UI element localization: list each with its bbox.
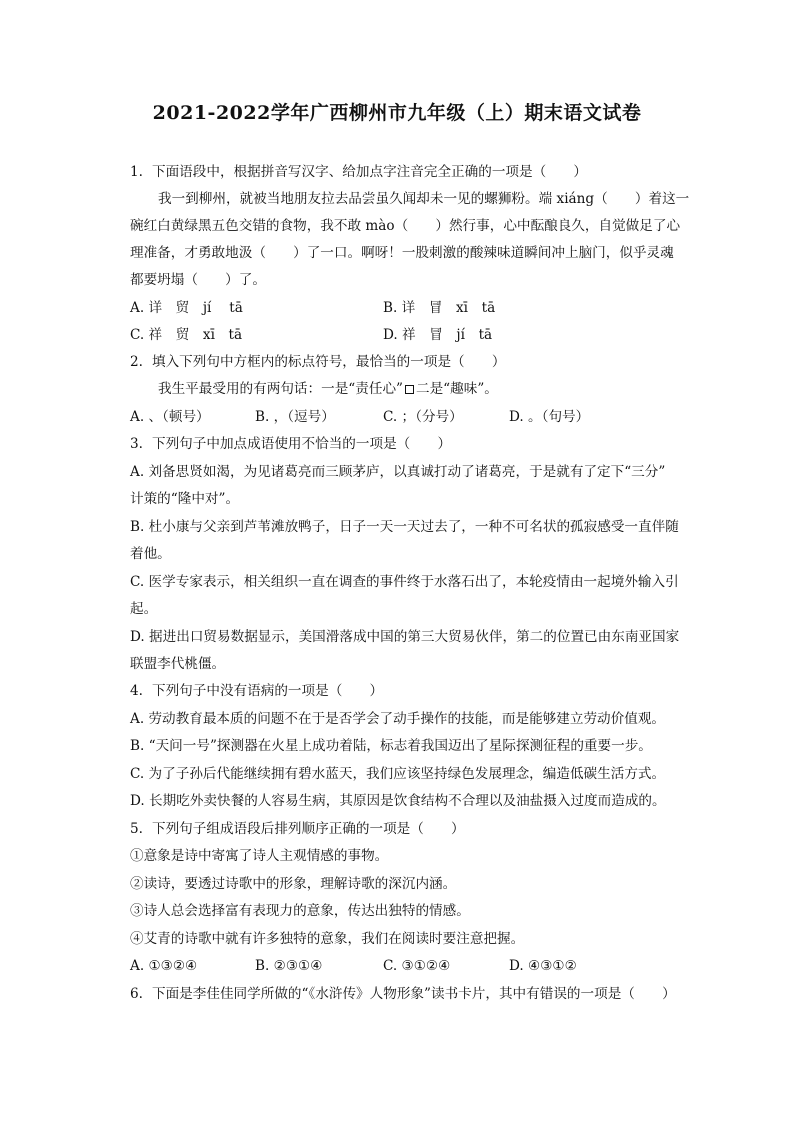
- question-text: 下列句子组成语段后排列顺序正确的一项是（ ）: [152, 821, 465, 837]
- sentence-3: ③诗人总会选择富有表现力的意象，传达出独特的情感。: [130, 903, 470, 919]
- option-c: C. ③①②④: [383, 958, 451, 974]
- option-d: D. 祥 冒 jí tā: [383, 327, 493, 343]
- option-b: B. 杜小康与父亲到芦苇滩放鸭子，日子一天一天过去了，一种不可名状的孤寂感受一直伴随: [130, 519, 679, 535]
- option-b-cont: 着他。: [130, 546, 171, 562]
- option-d: D. ④③①②: [509, 958, 577, 974]
- exam-title: 2021-2022学年广西柳州市九年级（上）期末语文试卷: [152, 102, 642, 124]
- question-number: 3.: [130, 436, 143, 452]
- option-a: A. 劳动教育最本质的问题不在于是否学会了动手操作的技能，而是能够建立劳动价值观。: [130, 711, 666, 727]
- passage-line: 我一到柳州，就被当地朋友拉去品尝虽久闻却未一见的螺狮粉。端 xiáng（ ）着这一: [158, 191, 690, 207]
- question-number: 6.: [130, 986, 143, 1002]
- passage-line: 碗红白黄绿黑五色交错的食物，我不敢 mào（ ）然行事，心中酝酿良久，自觉做足了心: [130, 218, 681, 234]
- option-d: D. 据进出口贸易数据显示，美国滑落成中国的第三大贸易伙伴，第二的位置已由东南亚国家: [130, 629, 680, 645]
- option-a: A. 刘备思贤如渴，为见诸葛亮而三顾茅庐，以真诚打动了诸葛亮，于是就有了定下“三分”: [130, 464, 666, 480]
- option-d: D. 。（句号）: [509, 409, 590, 425]
- sentence-4: ④艾青的诗歌中就有许多独特的意象，我们在阅读时要注意把握。: [130, 931, 525, 947]
- option-c: C. 祥 贸 xī tā: [130, 327, 243, 343]
- option-d-cont: 联盟李代桃僵。: [130, 656, 226, 672]
- question-number: 4.: [130, 683, 143, 699]
- sentence-1: ①意象是诗中寄寓了诗人主观情感的事物。: [130, 848, 389, 864]
- sentence-part: 二是“趣味”。: [416, 381, 498, 397]
- option-a: A. 、（顿号）: [130, 409, 210, 425]
- question-text: 下面语段中，根据拼音写汉字、给加点字注音完全正确的一项是（ ）: [152, 164, 587, 180]
- question-4-stem: [130, 681, 383, 701]
- option-d: D. 长期吃外卖快餐的人容易生病，其原因是饮食结构不合理以及油盐摄入过度而造成的。: [130, 793, 666, 809]
- option-b: B. 详 冒 xī tā: [383, 300, 496, 316]
- option-c: C. 医学专家表示，相关组织一直在调查的事件终于水落石出了，本轮疫情由一起境外输入引: [130, 574, 679, 590]
- question-number: 5.: [130, 821, 143, 837]
- question-5-stem: [130, 819, 465, 839]
- blank-box-icon: [405, 385, 414, 394]
- option-b: B. ，（逗号）: [255, 409, 335, 425]
- sentence-2: ②读诗，要透过诗歌中的形象，理解诗歌的深沉内涵。: [130, 876, 457, 892]
- passage-line: 都要坍塌（ ）了。: [130, 272, 266, 288]
- question-number: 1.: [130, 164, 143, 180]
- sentence-part: 我生平最受用的有两句话：一是“责任心”: [158, 381, 403, 397]
- option-a-cont: 计策的“隆中对”。: [130, 491, 240, 507]
- question-2-sentence: [158, 379, 498, 399]
- option-a: A. ①③②④: [130, 958, 198, 974]
- question-6-stem: [130, 984, 676, 1004]
- option-c: C. ；（分号）: [383, 409, 463, 425]
- option-b: B. ②③①④: [255, 958, 323, 974]
- question-2-stem: [130, 352, 505, 372]
- question-number: 2.: [130, 354, 143, 370]
- option-a: A. 详 贸 jí tā: [130, 300, 243, 316]
- option-c: C. 为了子孙后代能继续拥有碧水蓝天，我们应该坚持绿色发展理念，编造低碳生活方式。: [130, 766, 666, 782]
- option-b: B. “天问一号”探测器在火星上成功着陆，标志着我国迈出了星际探测征程的重要一步。: [130, 738, 652, 754]
- passage-line: 理准备，才勇敢地汲（ ）了一口。啊呀！一股刺激的酸辣味道瞬间冲上脑门，似乎灵魂: [130, 245, 674, 261]
- question-3-stem: [130, 434, 451, 454]
- question-1-stem: [130, 162, 587, 182]
- option-c-cont: 起。: [130, 601, 158, 617]
- question-text: 填入下列句中方框内的标点符号，最恰当的一项是（ ）: [152, 354, 506, 370]
- question-text: 下列句子中没有语病的一项是（ ）: [152, 683, 384, 699]
- question-text: 下面是李佳佳同学所做的“《水浒传》人物形象”读书卡片，其中有错误的一项是（ ）: [152, 986, 676, 1002]
- question-text: 下列句子中加点成语使用不恰当的一项是（ ）: [152, 436, 452, 452]
